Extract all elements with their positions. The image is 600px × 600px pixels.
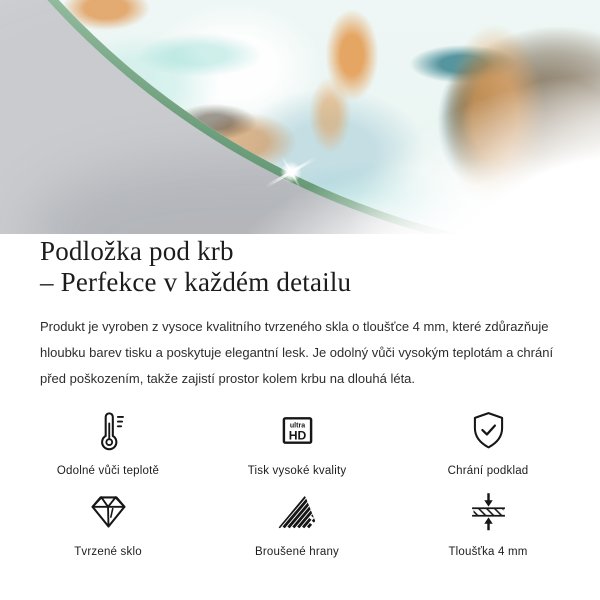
diamond-icon <box>86 489 131 534</box>
feature-item-temperature <box>28 408 188 479</box>
feature-label: Broušené hrany <box>255 546 339 558</box>
product-image <box>0 0 600 234</box>
feature-label: Tloušťka 4 mm <box>448 546 528 558</box>
product-info <box>0 236 600 560</box>
feature-label: Tisk vysoké kvality <box>247 465 347 477</box>
thermometer-icon <box>86 408 131 453</box>
product-description: Produkt je vyroben z vysoce kvalitního tvrzeného skla o tloušťce 4 mm, které zdůrazňuje hloubku barev tisku a poskytuje elegantní lesk. Je odolný vůči vysokým teplotám a chrání před poškozením, takže zajistí prostor kolem krbu na dlouhá léta. <box>40 319 554 386</box>
hd-text: HD <box>288 428 306 443</box>
ultra-text: ultra <box>289 422 305 430</box>
polished-edges-icon <box>275 489 320 534</box>
feature-item-print-quality <box>216 408 378 479</box>
feature-grid <box>28 408 570 560</box>
feature-label: Chrání podklad <box>447 465 529 477</box>
ultra-hd-icon <box>275 408 320 453</box>
page-title <box>40 236 570 298</box>
sparkle-glint-icon <box>279 160 303 184</box>
feature-item-protection <box>406 408 570 479</box>
feature-label: Tvrzené sklo <box>74 546 142 558</box>
feature-item-polished-edges <box>216 489 378 560</box>
title-line-1: Podložka pod krb <box>40 236 234 266</box>
feature-item-thickness <box>406 489 570 560</box>
shield-check-icon <box>466 408 511 453</box>
title-line-2: – Perfekce v každém detailu <box>40 267 352 297</box>
feature-label: Odolné vůči teplotě <box>56 465 160 477</box>
feature-item-tempered-glass <box>28 489 188 560</box>
thickness-icon <box>466 489 511 534</box>
